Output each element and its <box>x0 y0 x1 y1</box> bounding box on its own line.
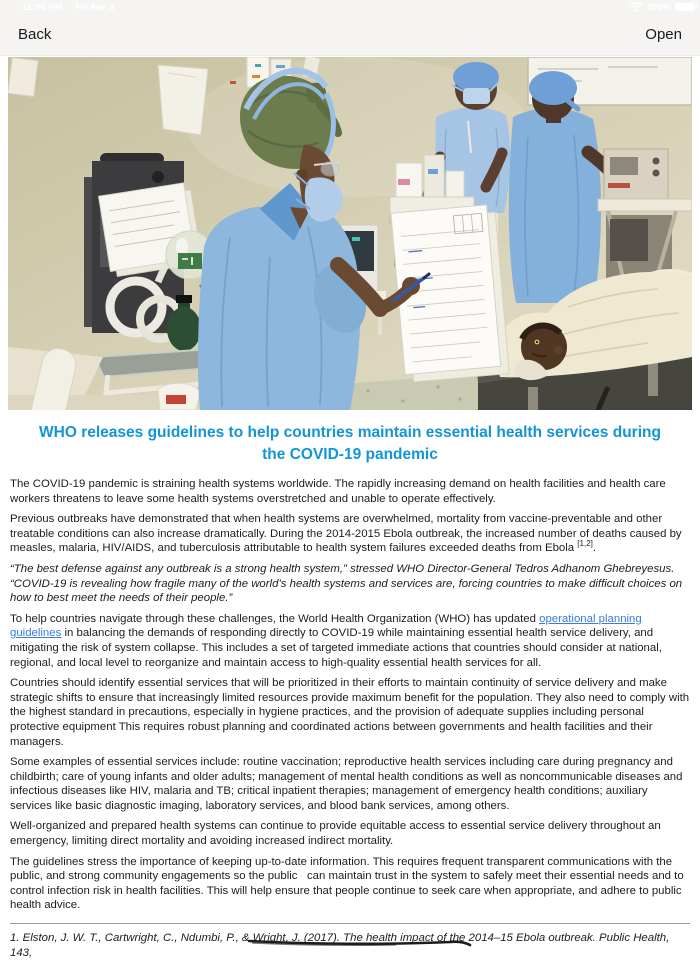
plastic-bag <box>158 383 200 410</box>
paragraph-8: The guidelines stress the importance of keeping up-to-date information. This requires frequent transparent communications with the public, and strong community engagements so the public can maintain trust in the system to safely meet their essential needs and to control infection risk in health facilities. This will help ensure that people continue to seek care when appropriate, and adhere to public health advice. <box>10 855 684 912</box>
reference-1 <box>10 931 690 960</box>
status-date: Fri Apr 3 <box>75 1 115 13</box>
article-title: WHO releases guidelines to help countries maintain essential health services during the COVID-19 pandemic <box>39 424 661 463</box>
battery-percent: 100% <box>646 1 671 13</box>
paragraph-2 <box>10 512 690 556</box>
paragraph-5: Countries should identify essential services that will be prioritized in their efforts to maintain continuity of service delivery and make strategic shifts to ensure that increasingly limited resources provide maximum benefit for the population. They also need to comply with the highest standard in precautions, especially in hygiene practices, and the provision of adequate supplies including personal protective equipment This requires robust planning and coordinated actions between governments and health facilities and their managers. <box>10 677 690 748</box>
paragraph-4 <box>10 612 690 670</box>
reference-1-text: 1. Elston, J. W. T., Cartwright, C., Ndumbi, P., & Wright, J. (2017). The health impact of the 2014–15 Ebola outbreak. Public Health, 143, <box>10 932 670 959</box>
citation-superscript: [1,2] <box>577 539 593 549</box>
open-button[interactable]: Open <box>645 26 682 43</box>
operational-planning-guidelines-link[interactable]: operational planning guidelines <box>10 612 642 640</box>
header <box>0 0 700 56</box>
paragraph-2-tail: . <box>592 542 597 555</box>
status-time: 11:06 PM <box>22 1 63 13</box>
battery-icon <box>675 3 694 11</box>
article-photo <box>8 57 692 410</box>
paragraph-7: Well-organized and prepared health systems can continue to provide equitable access to essential service delivery throughout an emergency, limiting direct mortality and avoiding increased indirect mortality. <box>10 820 661 848</box>
wifi-icon <box>630 2 643 12</box>
paragraph-6: Some examples of essential services include: routine vaccination; reproductive health services including care during pregnancy and childbirth; care of young infants and older adults; management of mental health conditions as well as noncommunicable diseases and infectious diseases like HIV, malaria and TB; critical inpatient therapies; management of emergency health conditions; auxiliary services like basic diagnostic imaging, laboratory services, and blood bank services, among others. <box>10 756 683 812</box>
reference-divider <box>10 923 690 924</box>
status-bar-right <box>630 2 694 13</box>
status-bar-left <box>22 2 124 13</box>
paragraph-2-text: Previous outbreaks have demonstrated that when health systems are overwhelmed, mortality from vaccine-preventable and other treatable conditions can also increase dramatically. During the 2014-2015 Ebola outbreak, the increased number of deaths caused by measles, malaria, HIV/AIDS, and tuberculosis attributable to health system failures exceeded deaths from Ebola <box>10 513 682 555</box>
back-button[interactable]: Back <box>18 26 52 43</box>
article-body <box>0 477 700 960</box>
paragraph-1: The COVID-19 pandemic is straining health systems worldwide. The rapidly increasing demand on health facilities and health care workers threatens to leave some health systems overstretched and unable to operate effectively. <box>10 478 666 505</box>
paragraph-4-after: in balancing the demands of responding directly to COVID-19 while maintaining essential health service delivery, and mitigating the risk of system collapse. This includes a set of targeted immediate actions that countries should consider at national, regional, and local level to reorganize and maintain access to high-quality essential health services for all. <box>10 627 662 669</box>
toolbar <box>0 14 700 55</box>
quote-paragraph: “The best defense against any outbreak is a strong health system,” stressed WHO Director-General Tedros Adhanom Ghebreyesus. “COVID-19 is revealing how fragile many of the world’s health systems and services are, forcing countries to make difficult choices on how to best meet the needs of their people.” <box>10 562 683 605</box>
paragraph-4-before: To help countries navigate through these challenges, the World Health Organization (WHO) has updated <box>10 612 540 625</box>
status-bar <box>0 0 700 14</box>
